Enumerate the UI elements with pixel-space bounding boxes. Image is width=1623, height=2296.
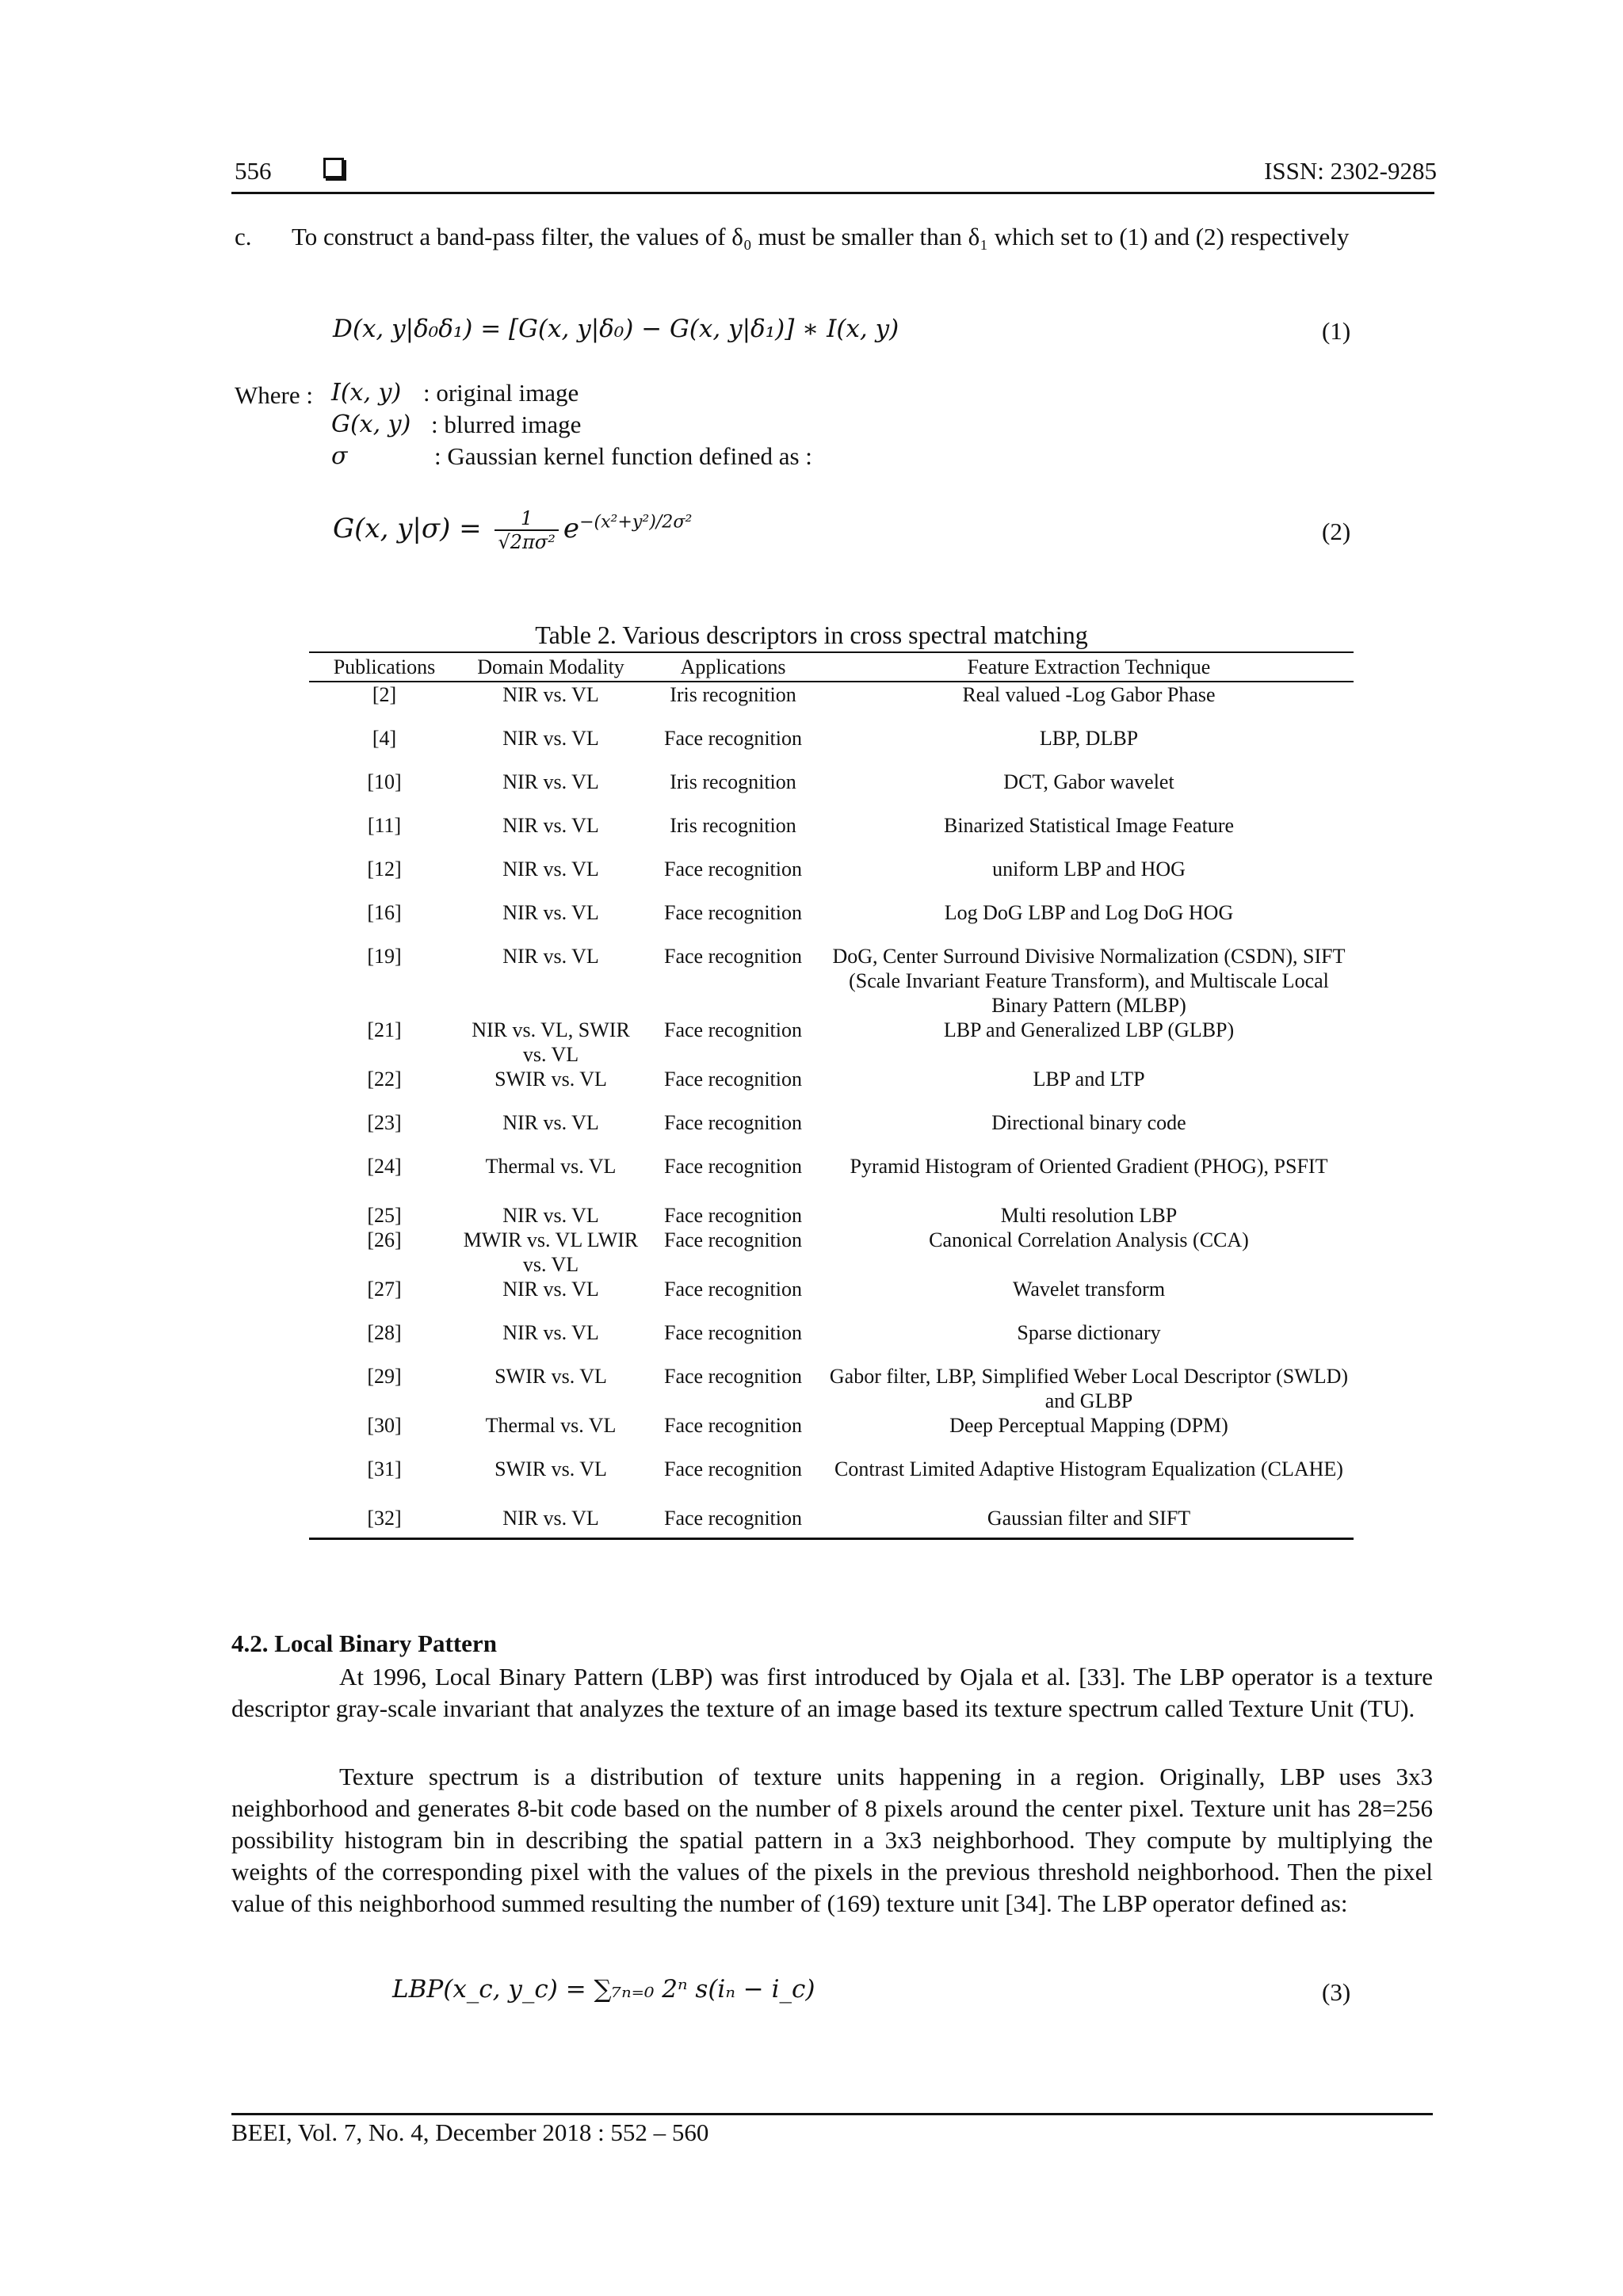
exponent: −(x²+y²)/2σ² <box>579 511 693 533</box>
table-row <box>309 1457 1354 1506</box>
table-cell: [24] <box>367 1155 402 1178</box>
paragraph: At 1996, Local Binary Pattern (LBP) was first introduced by Ojala et al. [33]. The LBP operator is a texture descriptor gray-scale invariant that analyzes the texture of an image based its texture spectrum called Texture Unit (TU). <box>231 1663 1433 1722</box>
table-cell: Sparse dictionary <box>1017 1321 1161 1344</box>
table-cell: [10] <box>367 770 402 793</box>
table-cell: NIR vs. VL <box>502 1204 599 1227</box>
table-cell: Gabor filter, LBP, Simplified Weber Local Descriptor (SWLD) and GLBP <box>829 1365 1349 1412</box>
where-symbol: I(x, y) <box>331 379 402 407</box>
table-row <box>309 1203 1354 1228</box>
table-cell: [16] <box>367 901 402 924</box>
table-cell: [23] <box>367 1111 402 1134</box>
table-cell: [19] <box>367 945 402 968</box>
table-cell: MWIR vs. VL LWIR vs. VL <box>463 1228 639 1276</box>
table-cell: Contrast Limited Adaptive Histogram Equalization (CLAHE) <box>834 1457 1343 1480</box>
where-description: : Gaussian kernel function defined as : <box>434 442 812 470</box>
equation-2-number: (2) <box>1322 518 1351 545</box>
page-number: 556 <box>235 157 272 185</box>
table-row <box>309 900 1354 944</box>
table-cell: [21] <box>367 1018 402 1041</box>
table-row <box>309 1018 1354 1067</box>
table-row <box>309 1364 1354 1413</box>
table-row <box>309 682 1354 726</box>
table-cell: [28] <box>367 1321 402 1344</box>
table-row <box>309 1506 1354 1539</box>
table-cell: Canonical Correlation Analysis (CCA) <box>929 1228 1249 1251</box>
table-cell: [32] <box>309 1506 460 1539</box>
table-row <box>309 770 1354 813</box>
table-cell: NIR vs. VL <box>502 1278 599 1301</box>
table-cell: Deep Perceptual Mapping (DPM) <box>949 1414 1228 1437</box>
table-cell: Multi resolution LBP <box>1000 1204 1178 1227</box>
where-description: : original image <box>423 379 579 407</box>
table-cell: NIR vs. VL, SWIR vs. VL <box>472 1018 630 1066</box>
issn-label: ISSN: 2302-9285 <box>1264 157 1437 185</box>
table-row <box>309 813 1354 857</box>
table-cell: NIR vs. VL <box>502 770 599 793</box>
table-cell: Binarized Statistical Image Feature <box>943 814 1235 837</box>
table-cell: Face recognition <box>664 1414 802 1437</box>
table-cell: Wavelet transform <box>1012 1278 1166 1301</box>
where-description: : blurred image <box>431 411 582 438</box>
table-cell: NIR vs. VL <box>502 945 599 968</box>
table-row <box>309 857 1354 900</box>
table-cell: Face recognition <box>664 1018 802 1041</box>
table-cell: Directional binary code <box>991 1111 1186 1134</box>
table-cell: Thermal vs. VL <box>485 1155 617 1178</box>
table-row <box>309 1320 1354 1364</box>
table-cell: NIR vs. VL <box>502 683 599 706</box>
table-row <box>309 1413 1354 1457</box>
table-cell: Pyramid Histogram of Oriented Gradient (PHOG), PSFIT <box>850 1155 1328 1178</box>
fraction-denominator: √2πσ² <box>498 531 556 553</box>
table-cell: LBP, DLBP <box>1039 727 1139 750</box>
equation-1-number: (1) <box>1322 317 1351 345</box>
column-header: Applications <box>642 652 824 682</box>
table-cell: Face recognition <box>664 1228 802 1251</box>
table-cell: Iris recognition <box>670 683 796 706</box>
table-cell: Iris recognition <box>670 814 796 837</box>
fraction-numerator: 1 <box>495 507 558 531</box>
header-divider <box>231 192 1434 194</box>
table-row <box>309 1154 1354 1203</box>
table-cell: DCT, Gabor wavelet <box>1003 770 1174 793</box>
table-cell: uniform LBP and HOG <box>992 858 1186 881</box>
table-cell: [25] <box>367 1204 402 1227</box>
square-bullet-icon <box>323 158 344 178</box>
where-symbol: G(x, y) <box>331 411 411 438</box>
footer-divider <box>231 2113 1433 2115</box>
table-cell: Gaussian filter and SIFT <box>824 1506 1354 1539</box>
table-cell: Face recognition <box>664 1155 802 1178</box>
table-cell: Face recognition <box>664 858 802 881</box>
table-row <box>309 1067 1354 1110</box>
table-cell: Face recognition <box>642 1506 824 1539</box>
table-cell: NIR vs. VL <box>502 727 599 750</box>
table-cell: Face recognition <box>664 727 802 750</box>
table-cell: Face recognition <box>664 901 802 924</box>
table-cell: [12] <box>367 858 402 881</box>
table-cell: Face recognition <box>664 1068 802 1091</box>
table-row <box>309 1277 1354 1320</box>
table-header-row <box>309 652 1354 682</box>
table-cell: NIR vs. VL <box>502 901 599 924</box>
equation-2 <box>333 507 692 553</box>
where-label: Where : <box>235 381 313 409</box>
where-symbol: σ <box>331 442 348 470</box>
table-cell: [22] <box>367 1068 402 1091</box>
table-cell: Real valued -Log Gabor Phase <box>962 683 1216 706</box>
table-cell: SWIR vs. VL <box>495 1365 607 1388</box>
table-cell: NIR vs. VL <box>460 1506 642 1539</box>
table-cell: NIR vs. VL <box>502 1111 599 1134</box>
table-cell: DoG, Center Surround Divisive Normalization (CSDN), SIFT (Scale Invariant Feature Transform), and Multiscale Local Binary Pattern (MLBP) <box>832 945 1346 1017</box>
equation-1: D(x, y|δ₀δ₁) = [G(x, y|δ₀) − G(x, y|δ₁)] ∗ I(x, y) <box>333 315 899 343</box>
table-cell: Face recognition <box>664 1111 802 1134</box>
paragraph: Texture spectrum is a distribution of texture units happening in a region. Originally, LBP uses 3x3 neighborhood and generates 8-bit code based on the number of 8 pixels around the center pixel. Texture unit has 28=256 possibility histogram bin in describing the spatial pattern in a 3x3 neighborhood. They compute by multiplying the weights of the corresponding pixel with the values of the pixels in the previous threshold neighborhood. Then the pixel value of this neighborhood summed resulting the number of (169) texture unit [34]. The LBP operator defined as: <box>231 1763 1433 1917</box>
equation-3-number: (3) <box>1322 1978 1351 2006</box>
table-row <box>309 944 1354 1018</box>
list-item-text: To construct a band-pass filter, the values of δ₀ must be smaller than δ₁ which set to (1) and (2) respectively <box>292 223 1350 250</box>
table-cell: SWIR vs. VL <box>495 1457 607 1480</box>
table-cell: SWIR vs. VL <box>495 1068 607 1091</box>
table-cell: Iris recognition <box>670 770 796 793</box>
table-row <box>309 726 1354 770</box>
table-cell: Face recognition <box>664 1365 802 1388</box>
table-cell: NIR vs. VL <box>502 1321 599 1344</box>
table-cell: [27] <box>367 1278 402 1301</box>
table-cell: LBP and LTP <box>1033 1068 1145 1091</box>
table-cell: [11] <box>367 814 402 837</box>
table-caption: Table 2. Various descriptors in cross spectral matching <box>535 621 1088 649</box>
table-cell: Face recognition <box>664 1204 802 1227</box>
table-cell: LBP and Generalized LBP (GLBP) <box>943 1018 1235 1041</box>
list-item-label: c. <box>235 223 252 250</box>
table-cell: Thermal vs. VL <box>485 1414 617 1437</box>
table-cell: [30] <box>367 1414 402 1437</box>
table-cell: [29] <box>367 1365 402 1388</box>
column-header: Feature Extraction Technique <box>824 652 1354 682</box>
journal-footer: BEEI, Vol. 7, No. 4, December 2018 : 552 – 560 <box>231 2118 709 2146</box>
table-cell: Face recognition <box>664 1278 802 1301</box>
column-header: Publications <box>309 652 460 682</box>
exponential-base: e <box>563 513 579 544</box>
table-cell: [2] <box>372 683 397 706</box>
table-cell: [4] <box>372 727 397 750</box>
column-header: Domain Modality <box>460 652 642 682</box>
table-cell: Face recognition <box>664 1321 802 1344</box>
table-cell: [31] <box>367 1457 402 1480</box>
equation-3: LBP(x_c, y_c) = ∑₇ₙ₌₀ 2ⁿ s(iₙ − i_c) <box>392 1975 815 2004</box>
descriptors-table <box>309 651 1354 1540</box>
table-cell: Face recognition <box>664 945 802 968</box>
table-cell: Face recognition <box>664 1457 802 1480</box>
table-cell: [26] <box>367 1228 402 1251</box>
table-cell: NIR vs. VL <box>502 858 599 881</box>
section-heading: 4.2. Local Binary Pattern <box>231 1629 497 1657</box>
equation-2-lhs: G(x, y|σ) = <box>333 513 482 544</box>
table-cell: NIR vs. VL <box>502 814 599 837</box>
table-cell: Log DoG LBP and Log DoG HOG <box>944 901 1234 924</box>
table-row <box>309 1110 1354 1154</box>
equation-2-fraction <box>495 507 558 553</box>
table-row <box>309 1228 1354 1277</box>
